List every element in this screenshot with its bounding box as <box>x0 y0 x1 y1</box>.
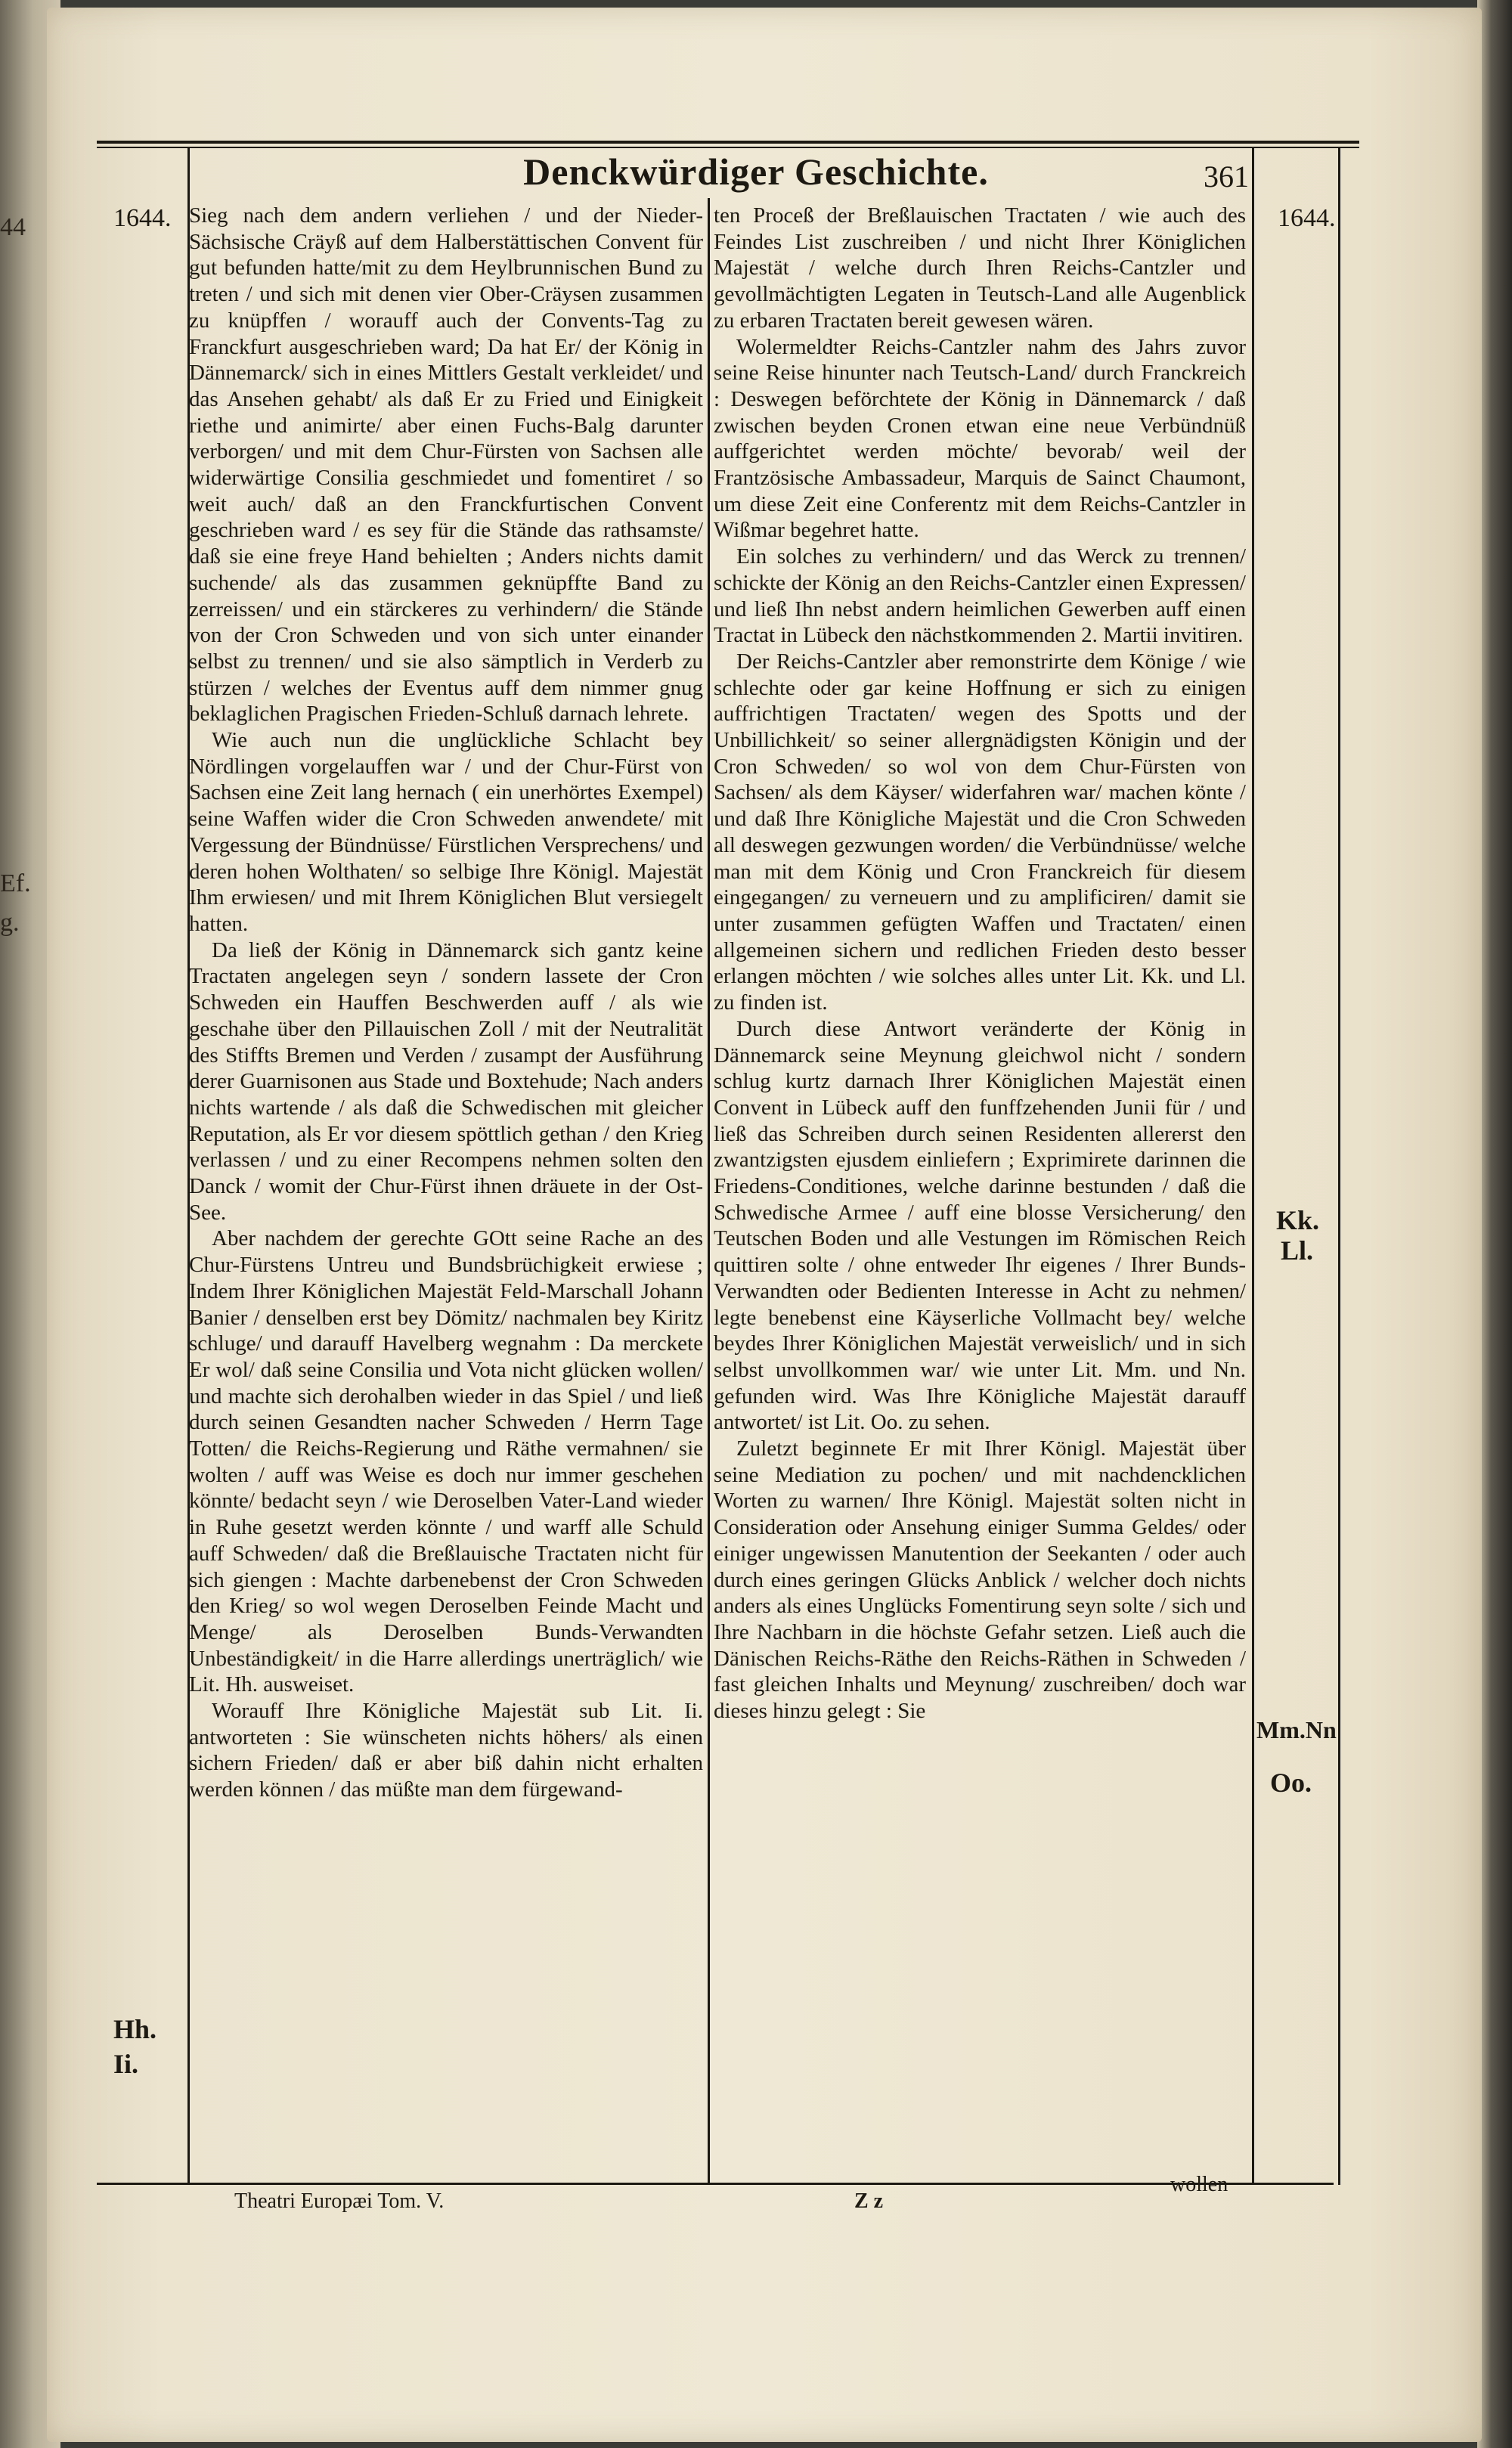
previous-page-note: g. <box>0 909 20 937</box>
book-edge-right <box>1477 0 1512 2448</box>
outer-margin-rule <box>1338 148 1340 2185</box>
paragraph: Ein solches zu verhindern/ und das Werck zu trennen/ schickte der König an den Reichs-Cantzler einen Expressen/ und ließ Ihn nebst andern heimlichen Gewerben auff einen Tractat in Lübeck den nächstkommenden 2. Martii invitiren. <box>714 544 1246 648</box>
margin-year-right: 1644. <box>1278 204 1336 232</box>
margin-label: Hh. <box>113 2014 157 2044</box>
paragraph: Durch diese Antwort veränderte der König in Dännemarck seine Meynung gleichwol nicht / sondern schlug kurtz darnach Ihrer Königlichen Majestät einen Convent in Lübeck auff den funffzehenden Junii für / und ließ das Schreiben durch seinen Residenten allererst den zwantzigsten ejusdem einliefern ; Exprimirete darinnen die Friedens-Conditiones, welche darinne bestunden / daß die Schwedische Armee / auff eine blosse Versicherung/ den Teutschen Boden und alle Vestungen im Römischen Reich quittiren solte / ohne entweder Ihr eigenes / Ihrer Bunds-Verwandten oder Bedienten Interesse in Acht zu nehmen/ legte benebenst eine Käyserliche Vollmacht bey/ welche beydes Ihrer Königlichen Majestät verweislich/ und in sich selbst unvollkommen war/ wie unter Lit. Mm. und Nn. gefunden wird. Was Ihre Königliche Majestät darauff antwortet/ ist Lit. Oo. zu sehen. <box>714 1016 1246 1435</box>
paragraph: Der Reichs-Cantzler aber remonstrirte dem Könige / wie schlechte oder gar keine Hoffnung er sich zu einigen auffrichtigen Tractaten/ wegen des Spotts und der Unbillichkeit/ so seiner allergnädigsten Königin und der Cron Schweden/ so wol von dem Chur-Fürsten von Sachsen/ als dem Käyser/ widerfahren war/ machen könte / und daß Ihre Königliche Majestät und die Cron Schweden all deswegen gezwungen worden/ die Verbündnüsse/ welche man mit dem König und Cron Franckreich für diesem eingegangen/ zu verneuern und zu amplificiren/ damit sie unter zusammen gefügten Waffen und Tractaten/ einen allgemeinen sichern und redlichen Frieden desto besser erlangen möchten / wie solches alles unter Lit. Kk. und Ll. zu finden ist. <box>714 649 1246 1015</box>
signature-mark: Z z <box>854 2189 884 2213</box>
catchword: wollen <box>1170 2173 1228 2196</box>
header-rule-thin <box>97 147 1359 148</box>
paragraph: ten Proceß der Breßlauischen Tractaten / wie auch des Feindes List zuschreiben / und nicht Ihrer Königlichen Majestät / welche durch Ihren Reichs-Cantzler und gevollmächtigten Legaten in Teutsch-Land alle Augenblick zu erbaren Tractaten bereit gewesen wären. <box>714 203 1246 333</box>
previous-page-note: Ef. <box>0 869 31 897</box>
paragraph: Wolermeldter Reichs-Cantzler nahm des Jahrs zuvor seine Reise hinunter nach Teutsch-Land/ durch Franckreich : Deswegen beförchtete der König in Dännemarck / daß zwischen beyden Cronen etwan eine neue Verbündnüß auffgerichtet werden möchte/ bevorab/ weil der Frantzösische Ambassadeur, Marquis de Sainct Chaumont, um diese Zeit eine Conferentz mit dem Reichs-Cantzler in Wißmar begehret hatte. <box>714 334 1246 543</box>
running-title: Denckwürdiger Geschichte. <box>523 150 989 193</box>
paragraph: Da ließ der König in Dännemarck sich gantz keine Tractaten angelegen seyn / sondern lassete der Cron Schweden ein Hauffen Beschwerden auff / als wie geschahe über den Pillauischen Zoll / mit der Neutralität des Stiffts Bremen und Verden / zusampt der Ausführung derer Guarnisonen aus Stade und Boxtehude; Nach anders nichts wartende / als daß die Schwedischen mit gleicher Reputation, als Er vor diesem spöttlich gethan / den Krieg verlassen / und zu einer Recompens nehmen solten den Danck / womit der Chur-Fürst ihnen dräuete in der Ost-See. <box>189 937 703 1225</box>
paragraph: Sieg nach dem andern verliehen / und der Nieder-Sächsische Cräyß auf dem Halberstättischen Convent für gut befunden hatte/mit zu dem Heylbrunnischen Bund zu treten / und sich mit denen vier Ober-Cräysen zusammen zu knüpffen / worauff auch der Convents-Tag zu Franckfurt ausgeschrieben ward; Da hat Er/ der König in Dännemarck/ sich in eines Mittlers Gestalt verkleidet/ und das Ansehen gehabt/ als daß Er zu Fried und Einigkeit riethe und animirte/ aber einen Fuchs-Balg darunter verborgen/ und mit dem Chur-Fürsten von Sachsen alle widerwärtige Consilia geschmiedet und fomentiret / so weit auch/ daß an den Franckfurtischen Convent geschrieben ward / es sey für die Stände das rathsamste/ daß sie eine freye Hand behielten ; Anders nichts damit suchende/ als das zusammen geknüpffte Band zu zerreissen/ und ein stärckeres zu verhindern/ die Stände von der Cron Schweden und von sich unter einander selbst zu trennen/ und sie also sämptlich in Verderb zu stürzen / welches der Eventus auff dem nimmer gnug beklaglichen Pragischen Frieden-Schluß darnach lehrete. <box>189 203 703 727</box>
paragraph: Aber nachdem der gerechte GOtt seine Rache an des Chur-Fürstens Untreu und Bundsbrüchigkeit erwiese ; Indem Ihrer Königlichen Majestät Feld-Marschall Johann Banier / denselben erst bey Dömitz/ nachmalen bey Kiritz schluge/ und darauff Havelberg wegnahm : Da merckete Er wol/ daß seine Consilia und Vota nicht glücken wollen/ und machte sich derohalben wieder in das Spiel / und ließ durch seinen Gesandten nacher Schweden / Herrn Tage Totten/ die Reichs-Regierung und Räthe vermahnen/ sie wolten / auff was Weise es doch nur immer geschehen könnte/ bedacht seyn / wie Deroselben Vater-Land wieder in Ruhe gesetzt werden könnte / und warff alle Schuld auff Schweden/ daß die Breßlauische Tractaten nicht für sich giengen : Machte darbenebenst der Cron Schweden den Krieg/ so wol wegen Deroselben Feinde Macht und Menge/ als Deroselben Bunds-Verwandten Unbeständigkeit/ in die Harre allerdings unerträglich/ wie Lit. Hh. ausweiset. <box>189 1226 703 1697</box>
left-text-column <box>189 203 703 1803</box>
paragraph: Wie auch nun die unglückliche Schlacht bey Nördlingen vorgelauffen war / und der Chur-Fürst von Sachsen eine Zeit lang hernach ( ein unerhörtes Exempel) seine Waffen wider die Cron Schweden anwendete/ mit Vergessung der Bündnüsse/ Fürstlichen Versprechens/ und deren hohen Wolthaten/ so selbige Ihre Königl. Majestät Ihm erwiesen/ und mit Ihrem Königlichen Blut versiegelt hatten. <box>189 728 703 936</box>
center-column-rule <box>708 198 710 2185</box>
paragraph: Zuletzt beginnete Er mit Ihrer Königl. Majestät über seine Mediation zu pochen/ und mit nachdencklichen Worten zu warnen/ Ihre Königl. Majestät solten nicht in Consideration oder Ansehung einiger Summa Geldes/ oder einiger ungewissen Manutention der Seekanten / oder auch durch eines geringen Glücks Anblick / welcher doch nichts anders als eines Unglücks Fomentirung seyn solte / sich und Ihre Nachbarn in die höchste Gefahr setzen. Ließ auch die Dänischen Reichs-Räthe den Reichs-Räthen in Schweden / fast gleichen Inhalts und Meynung/ zuschreiben/ doch war dieses hinzu gelegt : Sie <box>714 1436 1246 1724</box>
footer-title: Theatri Europæi Tom. V. <box>234 2189 445 2213</box>
right-column-rule <box>1252 148 1254 2185</box>
margin-label: Oo. <box>1270 1768 1312 1798</box>
margin-label: Kk. <box>1276 1205 1320 1235</box>
paragraph: Worauff Ihre Königliche Majestät sub Lit. Ii. antworteten : Sie wünscheten nichts höhers/ als einen sichern Frieden/ daß er aber biß dahin nicht erhalten werden können / das müßte man dem fürgewand- <box>189 1699 703 1802</box>
header-rule <box>97 141 1359 144</box>
margin-label: Ii. <box>113 2049 139 2079</box>
right-text-column <box>714 203 1246 1724</box>
previous-page-year: 44 <box>0 213 26 241</box>
page-number: 361 <box>1204 160 1249 194</box>
margin-label: Ll. <box>1281 1235 1314 1266</box>
footer-rule <box>97 2183 1334 2185</box>
margin-year-left: 1644. <box>113 204 172 232</box>
margin-label: Mm.Nn <box>1256 1716 1337 1743</box>
